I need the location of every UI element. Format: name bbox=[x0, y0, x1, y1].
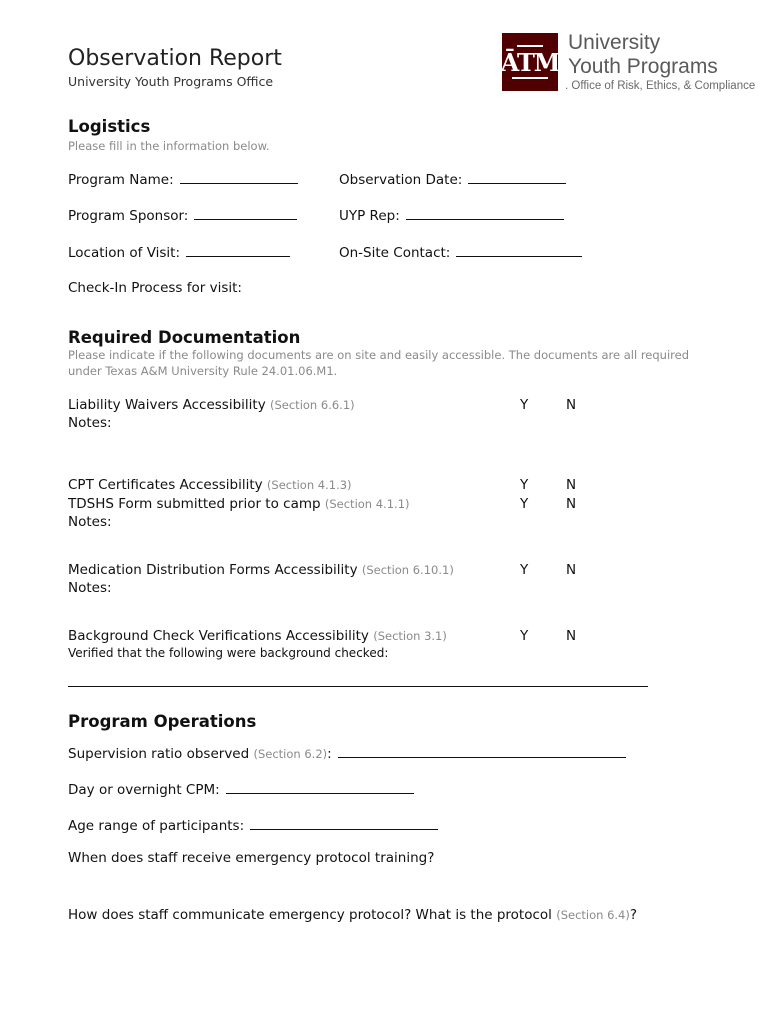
uyp-rep-line[interactable] bbox=[406, 207, 564, 220]
program-name-field bbox=[68, 171, 298, 188]
medication-label: Medication Distribution Forms Accessibility bbox=[68, 562, 358, 578]
tdshs-row bbox=[68, 496, 410, 512]
program-sponsor-label: Program Sponsor: bbox=[68, 208, 189, 224]
documentation-heading: Required Documentation bbox=[68, 328, 301, 347]
background-section: (Section 3.1) bbox=[373, 629, 447, 643]
logistics-hint: Please fill in the information below. bbox=[68, 139, 270, 153]
communicate-question bbox=[68, 907, 637, 923]
program-name-label: Program Name: bbox=[68, 172, 174, 188]
logo-text-university: University bbox=[568, 31, 661, 54]
page-subtitle: University Youth Programs Office bbox=[68, 74, 274, 89]
logo-text-youth-programs: Youth Programs bbox=[568, 55, 718, 78]
cpt-notes: Notes: bbox=[68, 514, 112, 530]
logistics-heading: Logistics bbox=[68, 117, 151, 136]
communicate-suffix: ? bbox=[629, 907, 638, 923]
supervision-line[interactable] bbox=[338, 745, 626, 758]
onsite-contact-line[interactable] bbox=[456, 244, 582, 257]
location-label: Location of Visit: bbox=[68, 245, 181, 261]
cpm-line[interactable] bbox=[226, 781, 414, 794]
age-range-field bbox=[68, 817, 438, 834]
page-title: Observation Report bbox=[68, 46, 282, 71]
liability-row bbox=[68, 397, 355, 413]
cpt-row bbox=[68, 477, 352, 493]
tamu-logo bbox=[502, 33, 558, 91]
background-checked-line[interactable] bbox=[68, 686, 648, 687]
uyp-rep-label: UYP Rep: bbox=[339, 208, 400, 224]
documentation-hint: Please indicate if the following documents are on site and easily accessible. The documents are all required under Texas A&M University Rule 24.01.06.M1. bbox=[68, 348, 689, 378]
liability-no[interactable]: N bbox=[566, 397, 577, 413]
cpt-label: CPT Certificates Accessibility bbox=[68, 477, 263, 493]
background-verified-text: Verified that the following were background checked: bbox=[68, 646, 389, 660]
location-field bbox=[68, 244, 290, 261]
communicate-section: (Section 6.4) bbox=[556, 908, 630, 922]
tdshs-label: TDSHS Form submitted prior to camp bbox=[68, 496, 321, 512]
age-range-label: Age range of participants: bbox=[68, 818, 245, 834]
age-range-line[interactable] bbox=[250, 817, 438, 830]
logo-mark-text: ĀTM bbox=[500, 47, 560, 77]
program-sponsor-field bbox=[68, 207, 297, 224]
background-no[interactable]: N bbox=[566, 628, 577, 644]
liability-label: Liability Waivers Accessibility bbox=[68, 397, 266, 413]
observation-date-line[interactable] bbox=[468, 171, 566, 184]
liability-yes[interactable]: Y bbox=[520, 397, 529, 413]
program-sponsor-line[interactable] bbox=[194, 207, 297, 220]
background-row bbox=[68, 628, 447, 644]
observation-date-field bbox=[339, 171, 566, 188]
cpt-section: (Section 4.1.3) bbox=[266, 478, 352, 492]
uyp-rep-field bbox=[339, 207, 564, 224]
medication-yes[interactable]: Y bbox=[520, 562, 529, 578]
checkin-label: Check-In Process for visit: bbox=[68, 280, 242, 296]
tdshs-yes[interactable]: Y bbox=[520, 496, 529, 512]
cpt-no[interactable]: N bbox=[566, 477, 577, 493]
operations-heading: Program Operations bbox=[68, 712, 257, 731]
communicate-label: How does staff communicate emergency protocol? What is the protocol bbox=[68, 907, 552, 923]
logo-rule-bottom bbox=[512, 77, 548, 79]
program-name-line[interactable] bbox=[180, 171, 298, 184]
medication-notes: Notes: bbox=[68, 580, 112, 596]
cpm-field bbox=[68, 781, 414, 798]
medication-row bbox=[68, 562, 454, 578]
training-question: When does staff receive emergency protocol training? bbox=[68, 850, 435, 866]
liability-notes: Notes: bbox=[68, 415, 112, 431]
supervision-label: Supervision ratio observed bbox=[68, 746, 250, 762]
background-label: Background Check Verifications Accessibility bbox=[68, 628, 369, 644]
location-line[interactable] bbox=[186, 244, 290, 257]
liability-section: (Section 6.6.1) bbox=[270, 398, 355, 412]
onsite-contact-field bbox=[339, 244, 582, 261]
background-yes[interactable]: Y bbox=[520, 628, 529, 644]
medication-section: (Section 6.10.1) bbox=[361, 563, 454, 577]
onsite-contact-label: On-Site Contact: bbox=[339, 245, 451, 261]
supervision-colon: : bbox=[327, 746, 332, 762]
cpt-yes[interactable]: Y bbox=[520, 477, 529, 493]
observation-date-label: Observation Date: bbox=[339, 172, 463, 188]
logo-text-office: . Office of Risk, Ethics, & Compliance bbox=[565, 80, 756, 92]
cpm-label: Day or overnight CPM: bbox=[68, 782, 220, 798]
tdshs-no[interactable]: N bbox=[566, 496, 577, 512]
supervision-field bbox=[68, 745, 626, 762]
medication-no[interactable]: N bbox=[566, 562, 577, 578]
supervision-section: (Section 6.2) bbox=[253, 747, 328, 761]
tdshs-section: (Section 4.1.1) bbox=[324, 497, 410, 511]
